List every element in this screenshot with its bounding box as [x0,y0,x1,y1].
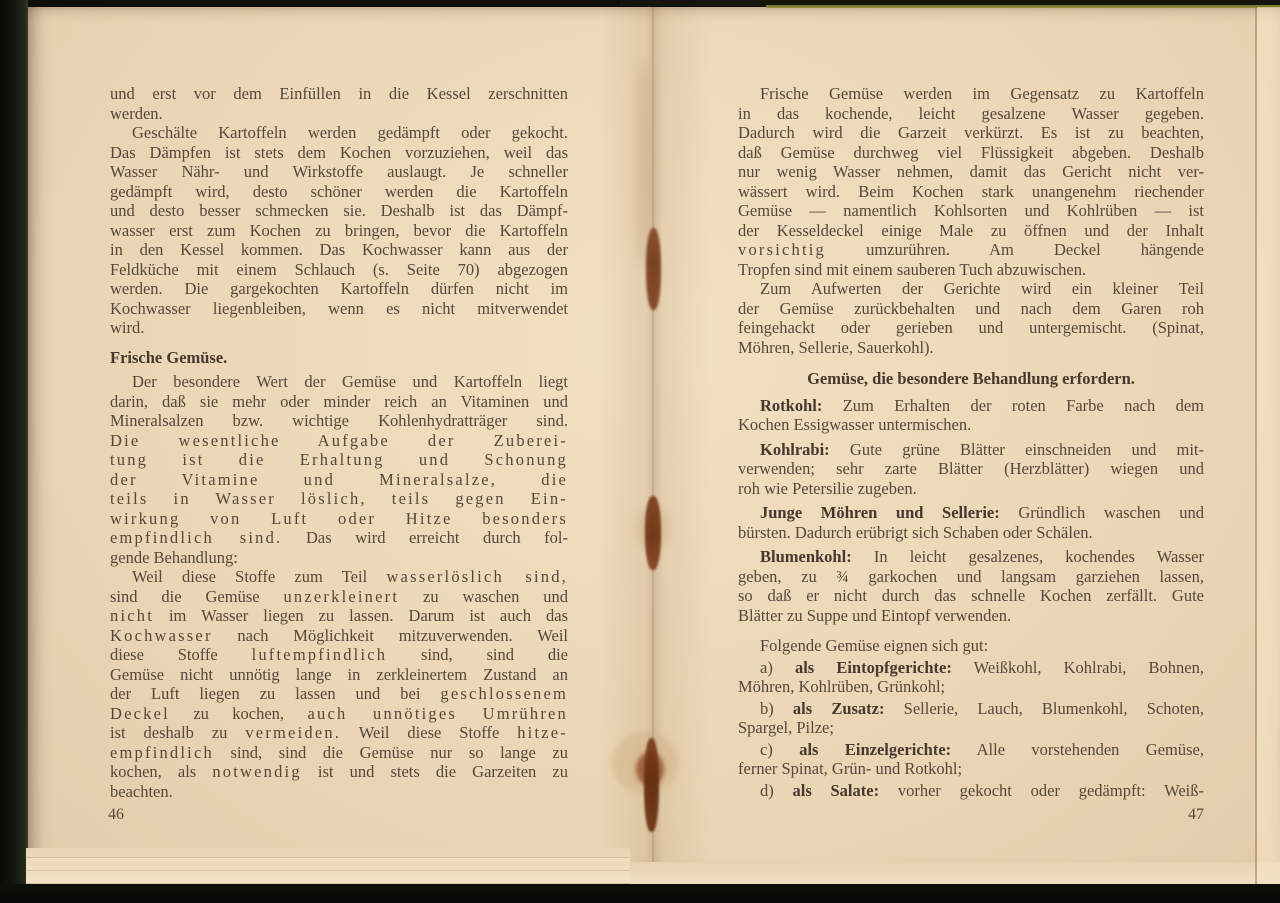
body-text: wird. [110,318,145,337]
body-text: a) [760,657,795,677]
text-line [738,658,1204,678]
text-line [110,372,568,392]
body-text: Kochen Essigwasser untermischen. [738,415,972,434]
text-line [110,104,568,124]
body-text: ist deshalb zu [110,723,246,742]
right-page-text [738,84,1204,800]
text-line [110,201,568,221]
body-text: feingehackt oder gerieben und untergemischt. (Spinat, [738,318,1204,337]
body-text: Möhren, Kohlrüben, Grünkohl; [738,677,946,696]
paragraph [738,440,1204,499]
body-text: Frische Gemüse werden im Gegensatz zu Kartoffeln [760,84,1204,103]
text-line [110,743,568,763]
body-text: c) [760,739,800,759]
body-text: Spargel, Pilze; [738,718,834,737]
body-text: Feldküche mit einem Schlauch (s. Seite 70) abgezogen [110,259,568,279]
body-text: Möhren, Sellerie, Sauerkohl). [738,337,934,357]
letterspaced-text: wirkung von Luft oder Hitze besonders [110,508,568,528]
paragraph [110,123,568,338]
body-text: Gemüse nicht unnötig lange in zerkleinertem Zustand an [110,664,568,684]
text-line [738,84,1204,104]
text-line [738,479,1204,499]
body-text: Geschälte Kartoffeln werden gedämpft oder gekocht. [132,123,568,142]
body-text: sind, sind die [387,645,568,664]
text-line [110,684,568,704]
body-text: Gemüse — namentlich Kohlsorten und Kohlrüben — ist [738,201,1204,220]
text-line [110,318,568,338]
text-line [738,299,1204,319]
text-line [738,240,1204,260]
body-text: Der besondere Wert der Gemüse und Kartoffeln liegt [132,372,568,391]
text-line [738,547,1204,567]
section-heading: Frische Gemüse. [110,347,228,367]
body-text: gedämpft wird, desto schöner werden die Kartoffeln [110,181,568,201]
text-line [738,396,1204,416]
text-line [110,704,568,724]
paragraph [738,658,1204,697]
body-text: kochen, als [110,762,213,781]
body-text: wasser erst zum Kochen zu bringen, bevor die Kartoffeln [110,220,568,240]
letterspaced-text: auch unnötiges Umrühren [307,703,568,723]
letterspaced-text: vermeiden. [245,723,342,742]
letterspaced-text: Kochwasser [110,625,213,645]
paragraph [738,84,1204,279]
text-line [738,338,1204,358]
body-text: Zum Aufwerten der Gerichte wird ein kleiner Teil [760,279,1204,298]
body-text: Folgende Gemüse eignen sich gut: [760,636,989,655]
text-line [110,723,568,743]
text-line [110,606,568,626]
body-text: Zum Erhalten der roten Farbe nach dem [822,395,1204,415]
text-line [110,450,568,470]
paragraph [110,372,568,567]
body-text: bürsten. Dadurch erübrigt sich Schaben oder Schälen. [738,522,1093,542]
text-line [738,606,1204,626]
body-text: roh wie Petersilie zugeben. [738,478,917,498]
page-number-left: 46 [108,806,124,823]
text-line [110,299,568,319]
text-line [738,699,1204,719]
body-text: in den Kessel kommen. Das Kochwasser kann aus der [110,240,568,259]
body-text: verwenden; sehr zarte Blätter (Herzblätter) wiegen und [738,459,1204,478]
book-cover-left-edge [0,0,28,903]
page-block-edges-bottom-right [630,862,1280,885]
letterspaced-text: tung ist die Erhaltung und Schonung [110,450,568,469]
letterspaced-text: unzerkleinert [283,586,400,606]
text-line [738,123,1204,143]
body-text: und erst vor dem Einfüllen in die Kessel zerschnitten [110,84,568,103]
body-text: Weil diese Stoffe [341,723,518,742]
text-line [738,440,1204,460]
text-line [738,104,1204,124]
body-text: umzurühren. Am Deckel hängende [826,240,1204,259]
body-text: zu waschen und [399,586,568,606]
body-text: Das wird erreicht durch fol- [282,528,568,547]
body-text: wässert wird. Beim Kochen stark unangenehm riechender [738,181,1204,201]
text-line [110,260,568,280]
body-text: Gründlich waschen und [999,503,1204,522]
bold-lead-text: Kohlrabi: [760,439,830,459]
paragraph [738,740,1204,779]
letterspaced-text: teils in Wasser löslich, teils gegen Ein- [110,489,568,508]
text-line [110,645,568,665]
body-text: Wasser Nähr- und Wirkstoffe auslaugt. Je schneller [110,162,568,181]
text-line [110,392,568,412]
body-text: werden. Die gargekochten Kartoffeln dürfen nicht im [110,279,568,298]
text-line [110,182,568,202]
text-line [738,279,1204,299]
letterspaced-text: empfindlich sind. [110,528,283,547]
text-line [110,548,568,568]
book-cover-bottom-edge [0,884,1280,903]
bold-lead-text: Rotkohl: [760,395,823,415]
text-line [738,143,1204,163]
paragraph [110,84,568,123]
body-text: Mineralsalzen bzw. wichtige Kohlenhydratträger sind. [110,411,568,430]
text-line [110,84,568,104]
paragraph [738,699,1204,738]
body-text: nach Möglichkeit mitzuverwenden. Weil [212,625,568,645]
text-line [738,586,1204,606]
body-text: der Luft liegen zu lassen und bei [110,684,441,703]
paragraph [738,636,1204,656]
body-text: Weil diese Stoffe zum Teil [132,567,387,586]
text-line [110,509,568,529]
text-line [110,279,568,299]
body-text: b) [760,698,793,718]
letterspaced-text: hitze- [517,723,568,742]
text-line [110,782,568,802]
text-line [738,260,1204,280]
text-line [110,431,568,451]
text-line [738,523,1204,543]
paragraph [738,547,1204,625]
body-text: Tropfen sind mit einem sauberen Tuch abzuwischen. [738,259,1087,279]
paragraph [738,396,1204,435]
rust-stain-bottom [644,738,659,832]
text-line [110,162,568,182]
text-line [110,240,568,260]
body-text: Dadurch wird die Garzeit verkürzt. Es ist zu beachten, [738,123,1204,142]
letterspaced-text: nicht [110,606,154,625]
body-text: so daß er nicht durch das schnelle Kochen zerfällt. Gute [738,586,1204,605]
body-text: geben, zu ¾ garkochen und langsam garziehen lassen, [738,566,1204,586]
letterspaced-text: notwendig [212,762,302,781]
text-line [110,221,568,241]
paragraph [738,781,1204,801]
rust-stain-top [646,228,661,310]
text-line [110,762,568,782]
paragraph [738,503,1204,542]
bold-lead-text: Blumenkohl: [760,547,852,566]
body-text: im Wasser liegen zu lassen. Darum ist auch das [154,606,568,625]
body-text: Blätter zu Suppe und Eintopf verwenden. [738,605,1012,625]
body-text: werden. [110,103,163,123]
body-text: In leicht gesalzenes, kochendes Wasser [851,547,1204,566]
body-text: d) [760,780,793,800]
paragraph [110,567,568,801]
body-text: und desto besser schmecken sie. Deshalb ist das Dämpf- [110,201,568,220]
body-text: Gute grüne Blätter einschneiden und mit- [829,439,1204,459]
body-text: vorher gekocht oder gedämpft: Weiß- [879,780,1204,800]
body-text: nur wenig Wasser nehmen, damit das Gericht nicht ver- [738,162,1204,181]
page-block-edges-bottom-left [26,848,630,885]
body-text: diese Stoffe [110,645,252,664]
text-line [738,201,1204,221]
body-text: in das kochende, leicht gesalzene Wasser gegeben. [738,103,1204,123]
page-edge-right-strip [1257,7,1280,884]
text-line [110,489,568,509]
body-text: Kochwasser liegenbleiben, wenn es nicht mitverwendet [110,298,568,318]
text-line [738,636,1204,656]
bold-lead-text: Junge Möhren und Sellerie: [760,503,1000,522]
body-text: daß Gemüse durchweg viel Flüssigkeit abgeben. Deshalb [738,142,1204,162]
text-line [738,503,1204,523]
text-line [738,740,1204,760]
letterspaced-text: geschlossenem [440,684,568,703]
body-text: Das Dämpfen ist stets dem Kochen vorzuziehen, weil das [110,142,568,162]
bold-lead-text: als Zusatz: [792,698,885,718]
bold-lead-text: als Eintopfgerichte: [794,657,952,677]
rust-stain-middle [645,496,661,570]
text-line [110,665,568,685]
body-text: gende Behandlung: [110,547,238,567]
paragraph [738,279,1204,357]
body-text: Weißkohl, Kohlrabi, Bohnen, [951,657,1204,677]
text-line [738,567,1204,587]
bold-lead-text: als Einzelgerichte: [799,739,952,759]
body-text: ferner Spinat, Grün- und Rotkohl; [738,759,963,778]
text-line [110,123,568,143]
cover-accent-line [766,5,1280,8]
body-text: der Gemüse zurückbehalten und nach dem Garen roh [738,298,1204,318]
text-line [738,759,1204,779]
letterspaced-text: vorsichtig [738,240,826,259]
body-text: Alle vorstehenden Gemüse, [951,739,1204,759]
text-line [738,781,1204,801]
text-line [110,567,568,587]
text-line [738,677,1204,697]
text-line [738,459,1204,479]
body-text: darin, daß sie mehr oder minder reich an Vitaminen und [110,391,568,411]
letterspaced-text: wasserlöslich sind, [386,567,569,586]
text-line [110,411,568,431]
body-text: beachten. [110,781,173,801]
body-text: ist und stets die Garzeiten zu [301,762,568,781]
text-line [738,162,1204,182]
text-line [110,528,568,548]
text-line [738,221,1204,241]
body-text: der Kesseldeckel einige Male zu öffnen und der Inhalt [738,220,1204,240]
letterspaced-text: luftempfindlich [251,645,388,664]
text-line [110,470,568,490]
letterspaced-text: empfindlich [110,742,214,762]
body-text: Sellerie, Lauch, Blumenkohl, Schoten, [884,698,1205,718]
left-page-text [110,84,568,801]
page-number-right: 47 [1188,806,1204,823]
letterspaced-text: der Vitamine und Mineralsalze, die [110,469,568,489]
section-heading: Gemüse, die besondere Behandlung erfordern. [807,369,1135,388]
body-text: zu kochen, [169,703,308,723]
letterspaced-text: Die wesentliche Aufgabe der Zuberei- [110,430,568,450]
text-line [110,587,568,607]
letterspaced-text: Deckel [110,703,170,723]
text-line [110,626,568,646]
text-line [738,318,1204,338]
text-line [738,182,1204,202]
text-line [738,718,1204,738]
text-line [738,415,1204,435]
bold-lead-text: als Salate: [792,780,880,800]
text-line [110,143,568,163]
body-text: sind, sind die Gemüse nur so lange zu [213,742,568,762]
body-text: sind die Gemüse [110,586,284,606]
